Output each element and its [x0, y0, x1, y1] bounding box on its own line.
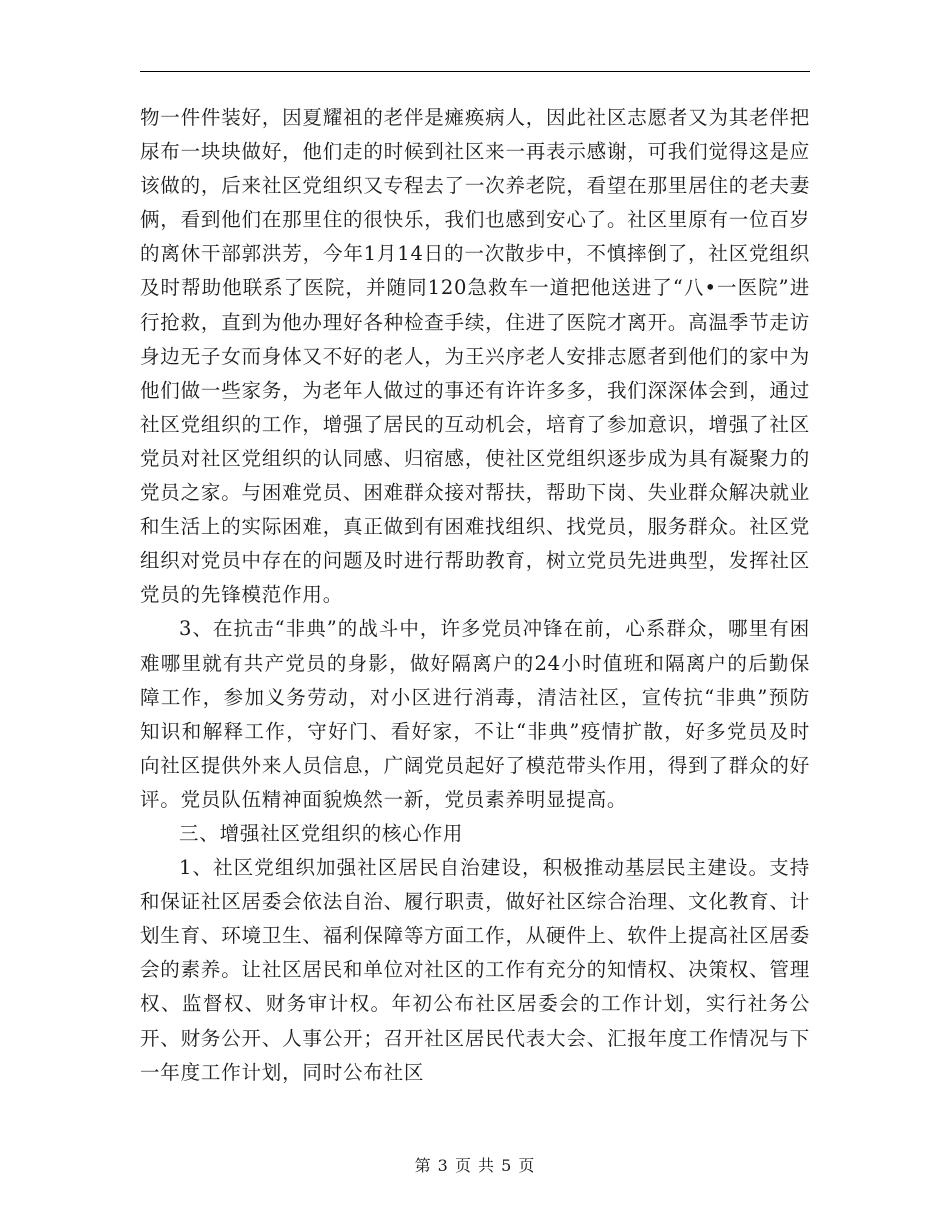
body-paragraph: 3、在抗击“非典”的战斗中，许多党员冲锋在前，心系群众，哪里有困难哪里就有共产党员的身影，做好隔离户的24小时值班和隔离户的后勤保障工作，参加义务劳动，对小区进行消毒，清洁社区，宣传抗“非典”预防知识和解释工作，守好门、看好家，不让“非典”疫情扩散，好多党员及时向社区提供外来人员信息，广阔党员起好了模范带头作用，得到了群众的好评。党员队伍精神面貌焕然一新，党员素养明显提高。	[140, 617, 810, 811]
header-rule	[140, 71, 810, 72]
document-body	[140, 101, 810, 1090]
body-paragraph: 1、社区党组织加强社区居民自治建设，积极推动基层民主建设。支持和保证社区居委会依法自治、履行职责，做好社区综合治理、文化教育、计划生育、环境卫生、福利保障等方面工作，从硬件上、软件上提高社区居委会的素养。让社区居民和单位对社区的工作有充分的知情权、决策权、管理权、监督权、财务审计权。年初公布社区居委会的工作计划，实行社务公开、财务公开、人事公开；召开社区居民代表大会、汇报年度工作情况与下一年度工作计划，同时公布社区	[140, 856, 810, 1084]
body-paragraph: 物一件件装好，因夏耀祖的老伴是瘫痪病人，因此社区志愿者又为其老伴把尿布一块块做好，他们走的时候到社区来一再表示感谢，可我们觉得这是应该做的，后来社区党组织又专程去了一次养老院，看望在那里居住的老夫妻俩，看到他们在那里住的很快乐，我们也感到安心了。社区里原有一位百岁的离休干部郭洪芳，今年1月14日的一次散步中，不慎摔倒了，社区党组织及时帮助他联系了医院，并随同120急救车一道把他送进了“八•一医院”进行抢救，直到为他办理好各种检查手续，住进了医院才离开。高温季节走访身边无子女而身体又不好的老人，为王兴序老人安排志愿者到他们的家中为他们做一些家务，为老年人做过的事还有许许多多，我们深深体会到，通过社区党组织的工作，增强了居民的互动机会，培育了参加意识，增强了社区党员对社区党组织的认同感、归宿感，使社区党组织逐步成为具有凝聚力的党员之家。与困难党员、困难群众接对帮扶，帮助下岗、失业群众解决就业和生活上的实际困难，真正做到有困难找组织、找党员，服务群众。社区党组织对党员中存在的问题及时进行帮助教育，树立党员先进典型，发挥社区党员的先锋模范作用。	[140, 106, 810, 607]
page-number: 第 3 页 共 5 页	[414, 1156, 536, 1175]
section-heading: 三、增强社区党组织的核心作用	[179, 821, 464, 845]
